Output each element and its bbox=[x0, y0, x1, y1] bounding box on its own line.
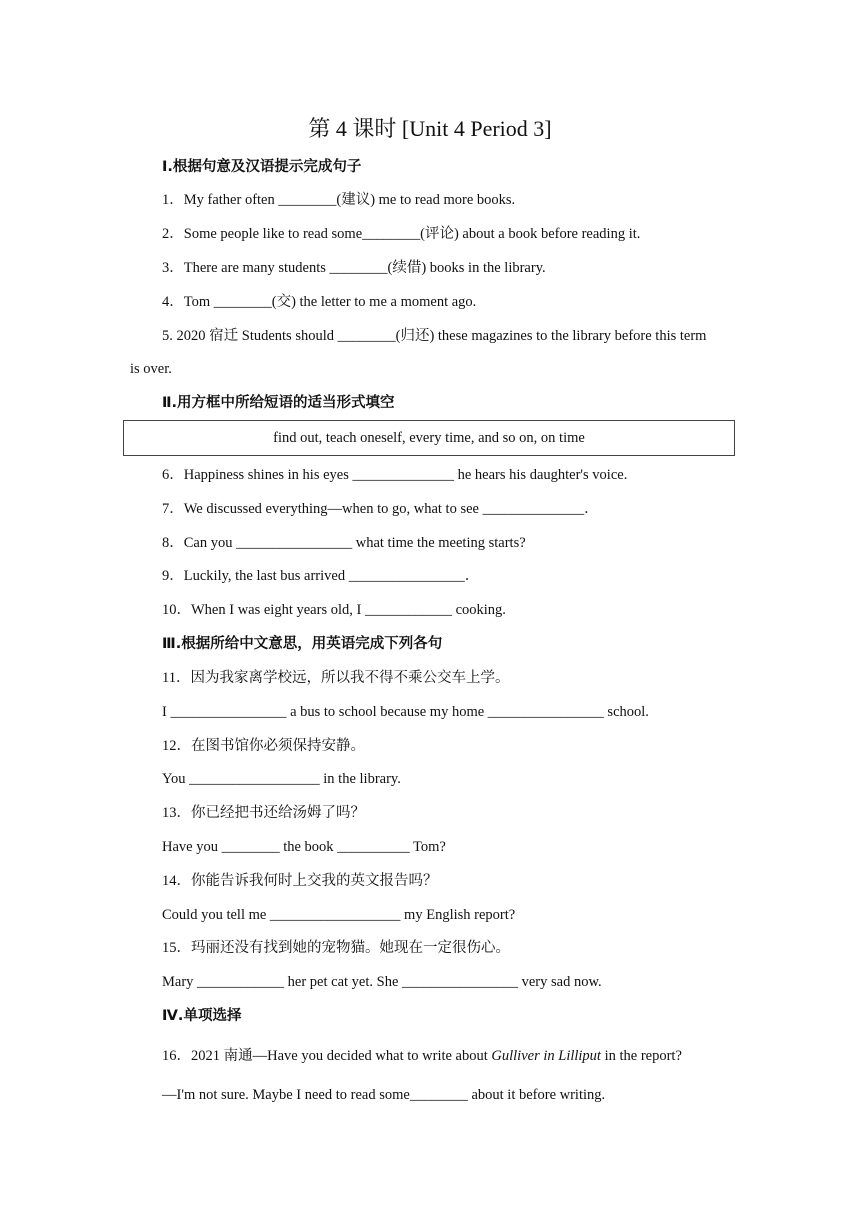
page-title: 第 4 课时 [Unit 4 Period 3] bbox=[308, 116, 552, 141]
book-title: Gulliver in Lilliput bbox=[491, 1048, 601, 1064]
section-heading-4: Ⅳ.单项选择 bbox=[162, 1008, 242, 1024]
question-13-chinese: 13．你已经把书还给汤姆了吗？ bbox=[162, 805, 365, 821]
section-heading-1: Ⅰ.根据句意及汉语提示完成句子 bbox=[162, 159, 362, 175]
question-6: 6．Happiness shines in his eyes ______________ he hears his daughter's voice. bbox=[162, 467, 628, 483]
question-10: 10．When I was eight years old, I ____________ cooking. bbox=[162, 602, 506, 618]
section-heading-3: Ⅲ.根据所给中文意思，用英语完成下列各句 bbox=[162, 636, 443, 652]
question-9: 9．Luckily, the last bus arrived ________________． bbox=[162, 568, 480, 584]
question-15-english: Mary ____________ her pet cat yet. She ________________ very sad now. bbox=[162, 974, 602, 990]
section-heading-2: Ⅱ.用方框中所给短语的适当形式填空 bbox=[162, 395, 395, 411]
question-1: 1．My father often ________(建议) me to read more books. bbox=[162, 192, 516, 208]
question-2: 2．Some people like to read some________(评论) about a book before reading it. bbox=[162, 226, 641, 242]
question-11-chinese: 11．因为我家离学校远，所以我不得不乘公交车上学。 bbox=[162, 670, 510, 686]
question-14-english: Could you tell me __________________ my English report? bbox=[162, 907, 516, 923]
question-7: 7．We discussed everything—when to go, what to see ______________． bbox=[162, 501, 599, 517]
question-13-english: Have you ________ the book __________ Tom? bbox=[162, 839, 446, 855]
question-12-english: You __________________ in the library. bbox=[162, 771, 401, 787]
question-11-english: I ________________ a bus to school because my home ________________ school. bbox=[162, 704, 649, 720]
question-16-prompt-end: in the report? bbox=[600, 1048, 682, 1064]
question-5-line-2: is over. bbox=[130, 361, 172, 377]
question-15-chinese: 15．玛丽还没有找到她的宠物猫。她现在一定很伤心。 bbox=[162, 940, 510, 956]
question-8: 8．Can you ________________ what time the meeting starts? bbox=[162, 535, 526, 551]
question-5-line-1: 5. 2020 宿迁 Students should ________(归还) these magazines to the library before this term bbox=[162, 328, 707, 344]
question-16-prompt: 16．2021 南通—Have you decided what to write about bbox=[162, 1048, 492, 1064]
question-16-line-2: —I'm not sure. Maybe I need to read some________ about it before writing. bbox=[162, 1087, 606, 1103]
question-4: 4．Tom ________(交) the letter to me a moment ago. bbox=[162, 294, 477, 310]
question-16-line-1 bbox=[162, 1046, 682, 1066]
phrase-box: find out, teach oneself, every time, and so on, on time bbox=[123, 420, 735, 456]
question-3: 3．There are many students ________(续借) books in the library. bbox=[162, 260, 546, 276]
question-12-chinese: 12．在图书馆你必须保持安静。 bbox=[162, 738, 365, 754]
question-14-chinese: 14．你能告诉我何时上交我的英文报告吗？ bbox=[162, 873, 438, 889]
